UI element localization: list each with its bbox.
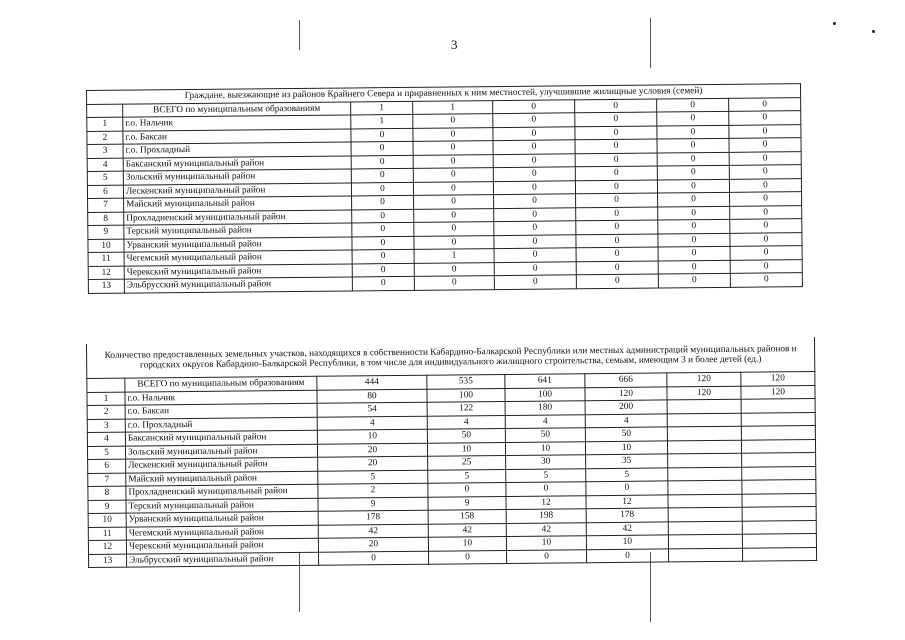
value-cell: 0 bbox=[429, 550, 507, 564]
value-cell: 4 bbox=[585, 413, 667, 427]
value-cell: 178 bbox=[318, 510, 428, 525]
value-cell: 0 bbox=[575, 112, 657, 126]
row-number: 8 bbox=[88, 212, 124, 226]
value-cell: 20 bbox=[318, 456, 428, 471]
value-cell: 0 bbox=[506, 482, 586, 496]
value-cell: 0 bbox=[730, 232, 802, 246]
value-cell: 0 bbox=[730, 192, 802, 206]
value-cell: 0 bbox=[414, 222, 494, 236]
row-number: 9 bbox=[88, 500, 126, 514]
index-cell bbox=[87, 378, 125, 392]
value-cell: 10 bbox=[505, 441, 585, 455]
value-cell: 0 bbox=[352, 222, 414, 236]
value-cell: 0 bbox=[493, 99, 575, 113]
value-cell: 0 bbox=[586, 481, 668, 495]
value-cell: 0 bbox=[352, 249, 414, 263]
value-cell: 0 bbox=[730, 259, 802, 273]
value-cell: 0 bbox=[352, 209, 414, 223]
value-cell: 0 bbox=[413, 114, 493, 128]
value-cell bbox=[667, 399, 741, 413]
row-number: 10 bbox=[88, 239, 124, 253]
value-cell: 42 bbox=[506, 522, 586, 536]
table-caption: Количество предоставленных земельных участков, находящихся в собственности Кабардино-Балкарской Республики или местных администраций муниципальных районов и городских округов Кабардино-Балкарской Республики, в том числе для индивидуального жилищного строительства, семьям, имеющим 3 и более детей (ед.) bbox=[86, 337, 814, 378]
value-cell: 1 bbox=[414, 249, 494, 263]
value-cell: 0 bbox=[575, 153, 657, 167]
value-cell bbox=[742, 533, 816, 547]
value-cell: 0 bbox=[493, 126, 575, 140]
value-cell: 641 bbox=[505, 374, 585, 388]
value-cell bbox=[742, 493, 816, 507]
value-cell: 10 bbox=[427, 442, 505, 456]
municipality-name: Чегемский муниципальный район bbox=[126, 525, 318, 540]
value-cell: 25 bbox=[428, 455, 506, 469]
value-cell: 0 bbox=[658, 219, 730, 233]
value-cell: 0 bbox=[494, 221, 576, 235]
scan-dot bbox=[833, 22, 836, 25]
total-label: ВСЕГО по муниципальным образованиям bbox=[125, 376, 317, 391]
municipality-name: Чегемский муниципальный район bbox=[124, 250, 352, 266]
value-cell: 0 bbox=[586, 548, 668, 562]
row-number: 6 bbox=[88, 459, 126, 473]
municipality-name: Майский муниципальный район bbox=[124, 196, 352, 212]
value-cell: 0 bbox=[576, 234, 658, 248]
value-cell: 0 bbox=[413, 181, 493, 195]
value-cell bbox=[668, 480, 742, 494]
value-cell: 50 bbox=[505, 428, 585, 442]
value-cell: 0 bbox=[494, 194, 576, 208]
value-cell: 4 bbox=[317, 416, 427, 431]
municipality-name: Лескенский муниципальный район bbox=[126, 457, 318, 472]
value-cell: 0 bbox=[576, 261, 658, 275]
municipality-name: Черекский муниципальный район bbox=[124, 263, 352, 279]
value-cell bbox=[668, 467, 742, 481]
value-cell: 0 bbox=[576, 220, 658, 234]
value-cell: 0 bbox=[494, 275, 576, 289]
municipality-name: Терский муниципальный район bbox=[126, 498, 318, 513]
value-cell: 0 bbox=[575, 166, 657, 180]
value-cell: 1 bbox=[351, 101, 413, 115]
municipality-name: Прохладненский муниципальный район bbox=[126, 484, 318, 499]
value-cell: 0 bbox=[730, 219, 802, 233]
municipality-name: Зольский муниципальный район bbox=[125, 444, 317, 459]
value-cell: 0 bbox=[493, 113, 575, 127]
scan-line-left bbox=[299, 20, 300, 50]
municipality-name: Прохладненский муниципальный район bbox=[124, 209, 352, 225]
value-cell: 12 bbox=[586, 494, 668, 508]
value-cell bbox=[668, 534, 742, 548]
row-number: 7 bbox=[88, 473, 126, 487]
value-cell: 0 bbox=[351, 141, 413, 155]
value-cell: 0 bbox=[575, 180, 657, 194]
value-cell bbox=[668, 507, 742, 521]
value-cell: 0 bbox=[658, 192, 730, 206]
value-cell: 0 bbox=[729, 165, 801, 179]
value-cell: 5 bbox=[506, 468, 586, 482]
value-cell bbox=[667, 440, 741, 454]
value-cell: 0 bbox=[730, 205, 802, 219]
value-cell: 0 bbox=[493, 167, 575, 181]
municipality-name: Баксанский муниципальный район bbox=[123, 155, 351, 171]
row-number: 7 bbox=[88, 198, 124, 212]
value-cell: 0 bbox=[657, 138, 729, 152]
value-cell: 180 bbox=[505, 401, 585, 415]
table-caption: Граждане, выезжающие из районов Крайнего Севера и приравненных к ним местностей, улучшившие жилищные условия (семей) bbox=[87, 84, 801, 104]
value-cell bbox=[741, 399, 815, 413]
value-cell: 535 bbox=[427, 374, 505, 388]
value-cell: 0 bbox=[657, 152, 729, 166]
table-land-plots bbox=[86, 337, 817, 568]
value-cell bbox=[742, 466, 816, 480]
scan-line-right bbox=[650, 18, 651, 68]
value-cell: 0 bbox=[351, 168, 413, 182]
value-cell: 0 bbox=[494, 248, 576, 262]
municipality-name: г.о. Баксан bbox=[125, 403, 317, 418]
value-cell: 0 bbox=[657, 111, 729, 125]
value-cell: 0 bbox=[494, 207, 576, 221]
row-number: 11 bbox=[88, 252, 124, 266]
value-cell: 0 bbox=[658, 233, 730, 247]
row-number: 8 bbox=[88, 486, 126, 500]
value-cell: 100 bbox=[505, 387, 585, 401]
value-cell: 0 bbox=[352, 276, 414, 290]
value-cell: 0 bbox=[576, 247, 658, 261]
value-cell: 0 bbox=[351, 182, 413, 196]
value-cell: 20 bbox=[317, 443, 427, 458]
value-cell: 120 bbox=[667, 372, 741, 386]
row-number: 13 bbox=[88, 279, 124, 293]
row-number: 12 bbox=[88, 540, 126, 554]
value-cell: 20 bbox=[318, 537, 428, 552]
value-cell: 0 bbox=[494, 261, 576, 275]
value-cell: 0 bbox=[729, 97, 801, 111]
value-cell: 0 bbox=[428, 482, 506, 496]
value-cell: 35 bbox=[586, 454, 668, 468]
value-cell: 42 bbox=[586, 521, 668, 535]
value-cell: 10 bbox=[317, 429, 427, 444]
total-label: ВСЕГО по муниципальным образованиям bbox=[123, 101, 351, 117]
value-cell: 0 bbox=[657, 98, 729, 112]
value-cell: 0 bbox=[494, 234, 576, 248]
value-cell bbox=[668, 494, 742, 508]
value-cell: 0 bbox=[352, 263, 414, 277]
value-cell: 0 bbox=[414, 262, 494, 276]
value-cell: 42 bbox=[428, 523, 506, 537]
value-cell: 0 bbox=[493, 140, 575, 154]
value-cell: 100 bbox=[427, 388, 505, 402]
value-cell bbox=[668, 453, 742, 467]
row-number: 1 bbox=[87, 392, 125, 406]
value-cell: 50 bbox=[427, 428, 505, 442]
value-cell: 1 bbox=[351, 114, 413, 128]
value-cell: 120 bbox=[741, 372, 815, 386]
value-cell: 0 bbox=[657, 125, 729, 139]
municipality-name: Терский муниципальный район bbox=[124, 223, 352, 239]
page-number: 3 bbox=[451, 37, 458, 52]
value-cell: 0 bbox=[729, 138, 801, 152]
municipality-name: Зольский муниципальный район bbox=[123, 169, 351, 185]
value-cell: 0 bbox=[319, 551, 429, 566]
value-cell: 0 bbox=[414, 208, 494, 222]
value-cell: 5 bbox=[428, 469, 506, 483]
row-number: 6 bbox=[87, 185, 123, 199]
municipality-name: Урванский муниципальный район bbox=[124, 236, 352, 252]
row-number: 12 bbox=[88, 266, 124, 280]
municipality-name: Черекский муниципальный район bbox=[126, 538, 318, 553]
municipality-name: Эльбрусский муниципальный район bbox=[124, 277, 352, 293]
value-cell: 4 bbox=[427, 415, 505, 429]
table-northern-residents bbox=[86, 83, 803, 293]
row-number: 4 bbox=[87, 432, 125, 446]
row-number: 2 bbox=[87, 405, 125, 419]
row-number: 1 bbox=[87, 117, 123, 131]
value-cell: 0 bbox=[413, 141, 493, 155]
value-cell: 0 bbox=[413, 154, 493, 168]
row-number: 5 bbox=[87, 446, 125, 460]
value-cell: 0 bbox=[351, 155, 413, 169]
value-cell bbox=[741, 426, 815, 440]
value-cell: 0 bbox=[352, 236, 414, 250]
value-cell: 9 bbox=[428, 496, 506, 510]
value-cell: 0 bbox=[414, 276, 494, 290]
row-number: 13 bbox=[89, 554, 127, 568]
value-cell: 0 bbox=[351, 128, 413, 142]
value-cell: 42 bbox=[318, 524, 428, 539]
scan-dot bbox=[872, 30, 875, 33]
value-cell bbox=[741, 412, 815, 426]
value-cell: 0 bbox=[414, 195, 494, 209]
value-cell: 0 bbox=[493, 153, 575, 167]
value-cell: 50 bbox=[585, 427, 667, 441]
value-cell: 0 bbox=[575, 139, 657, 153]
value-cell: 0 bbox=[657, 179, 729, 193]
municipality-name: Урванский муниципальный район bbox=[126, 511, 318, 526]
value-cell: 444 bbox=[317, 375, 427, 390]
value-cell: 0 bbox=[657, 165, 729, 179]
value-cell bbox=[742, 453, 816, 467]
value-cell: 80 bbox=[317, 389, 427, 404]
municipality-name: Баксанский муниципальный район bbox=[125, 430, 317, 445]
value-cell: 0 bbox=[575, 126, 657, 140]
value-cell: 9 bbox=[318, 497, 428, 512]
value-cell: 158 bbox=[428, 509, 506, 523]
row-number: 11 bbox=[88, 527, 126, 541]
value-cell: 0 bbox=[730, 273, 802, 287]
value-cell: 4 bbox=[505, 414, 585, 428]
value-cell: 0 bbox=[729, 124, 801, 138]
row-number: 9 bbox=[88, 225, 124, 239]
municipality-name: Лескенский муниципальный район bbox=[123, 182, 351, 198]
value-cell: 178 bbox=[586, 508, 668, 522]
value-cell: 0 bbox=[413, 168, 493, 182]
value-cell: 0 bbox=[730, 246, 802, 260]
value-cell: 200 bbox=[585, 400, 667, 414]
value-cell: 5 bbox=[318, 470, 428, 485]
value-cell: 0 bbox=[658, 273, 730, 287]
value-cell: 120 bbox=[741, 385, 815, 399]
value-cell: 0 bbox=[729, 111, 801, 125]
value-cell bbox=[741, 439, 815, 453]
value-cell bbox=[742, 547, 816, 561]
value-cell: 0 bbox=[352, 195, 414, 209]
value-cell bbox=[667, 413, 741, 427]
value-cell: 0 bbox=[576, 274, 658, 288]
value-cell: 0 bbox=[658, 206, 730, 220]
municipality-name: Майский муниципальный район bbox=[126, 471, 318, 486]
value-cell: 0 bbox=[575, 99, 657, 113]
value-cell: 0 bbox=[413, 127, 493, 141]
value-cell bbox=[668, 521, 742, 535]
row-number: 2 bbox=[87, 131, 123, 145]
value-cell: 5 bbox=[586, 467, 668, 481]
municipality-name: г.о. Прохладный bbox=[125, 417, 317, 432]
value-cell: 0 bbox=[414, 235, 494, 249]
value-cell: 54 bbox=[317, 402, 427, 417]
value-cell: 0 bbox=[658, 260, 730, 274]
municipality-name: г.о. Нальчик bbox=[123, 115, 351, 131]
value-cell: 0 bbox=[729, 178, 801, 192]
value-cell: 10 bbox=[585, 440, 667, 454]
value-cell: 122 bbox=[427, 401, 505, 415]
value-cell bbox=[742, 520, 816, 534]
value-cell: 2 bbox=[318, 483, 428, 498]
municipality-name: Эльбрусский муниципальный район bbox=[127, 552, 319, 567]
value-cell: 120 bbox=[667, 386, 741, 400]
value-cell bbox=[742, 506, 816, 520]
value-cell: 30 bbox=[506, 455, 586, 469]
row-number: 4 bbox=[87, 158, 123, 172]
value-cell: 10 bbox=[506, 536, 586, 550]
value-cell: 0 bbox=[729, 151, 801, 165]
value-cell: 0 bbox=[658, 246, 730, 260]
value-cell: 0 bbox=[506, 549, 586, 563]
value-cell: 0 bbox=[576, 193, 658, 207]
index-cell bbox=[87, 104, 123, 118]
municipality-name: г.о. Прохладный bbox=[123, 142, 351, 158]
row-number: 10 bbox=[88, 513, 126, 527]
value-cell bbox=[742, 480, 816, 494]
row-number: 3 bbox=[87, 419, 125, 433]
value-cell: 12 bbox=[506, 495, 586, 509]
value-cell: 0 bbox=[576, 207, 658, 221]
row-number: 5 bbox=[87, 171, 123, 185]
value-cell: 1 bbox=[413, 100, 493, 114]
value-cell: 120 bbox=[585, 386, 667, 400]
value-cell: 666 bbox=[585, 373, 667, 387]
row-number: 3 bbox=[87, 144, 123, 158]
municipality-name: г.о. Баксан bbox=[123, 128, 351, 144]
value-cell bbox=[667, 426, 741, 440]
value-cell: 0 bbox=[493, 180, 575, 194]
value-cell bbox=[668, 548, 742, 562]
value-cell: 10 bbox=[428, 536, 506, 550]
value-cell: 198 bbox=[506, 509, 586, 523]
value-cell: 10 bbox=[586, 535, 668, 549]
municipality-name: г.о. Нальчик bbox=[125, 390, 317, 405]
